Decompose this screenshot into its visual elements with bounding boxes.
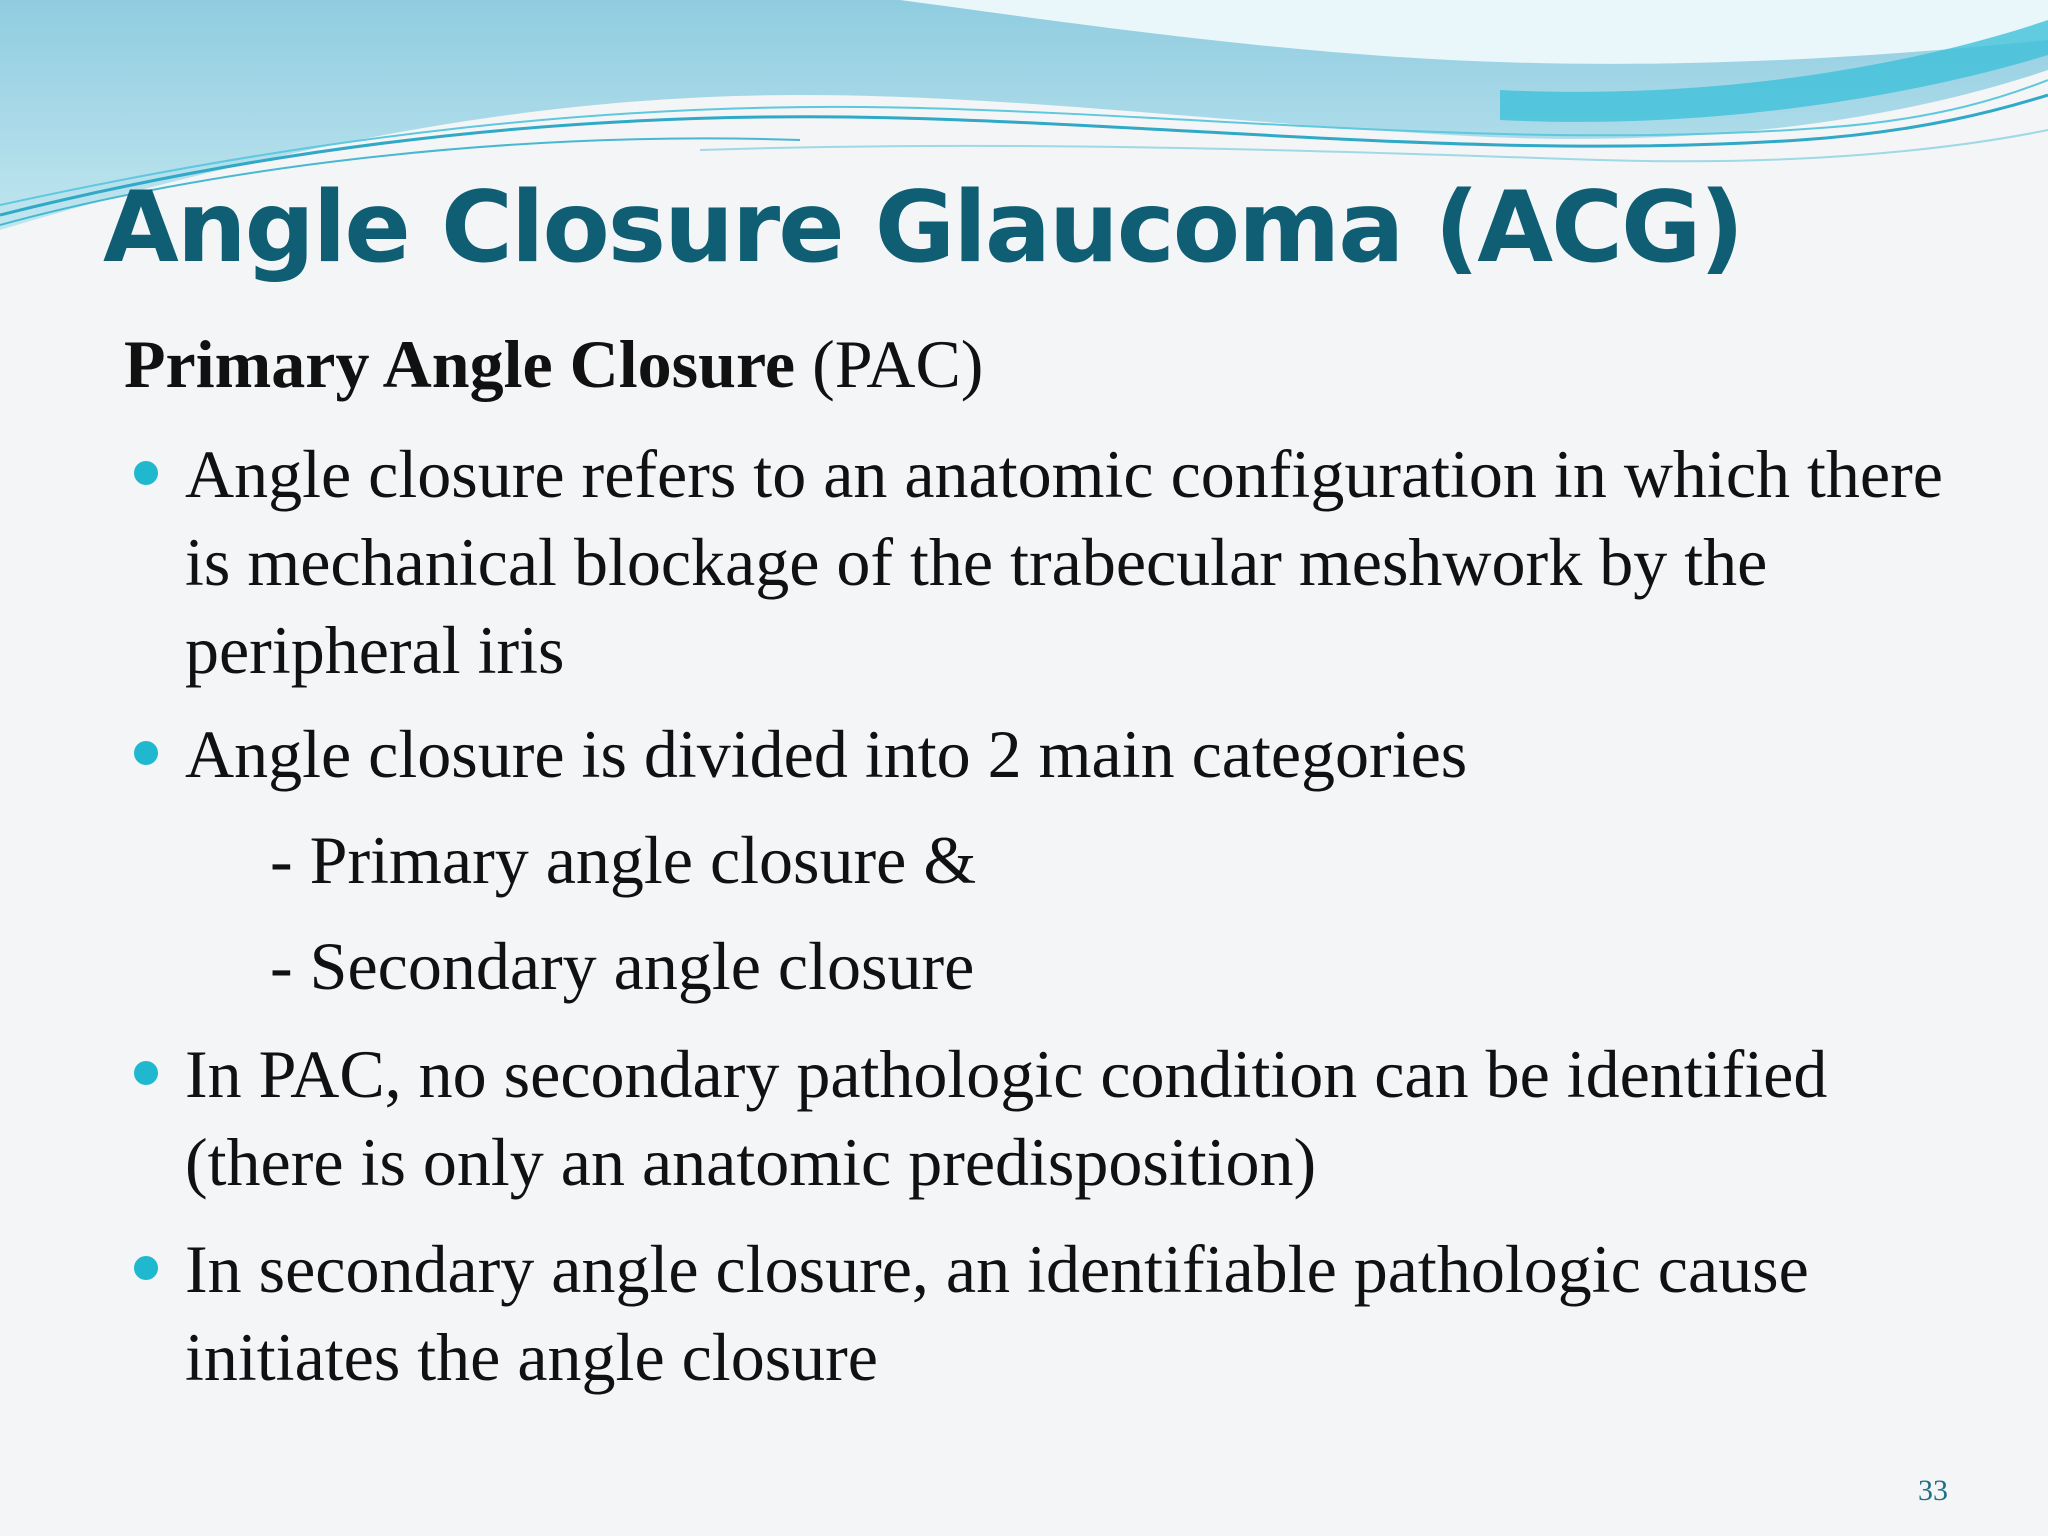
bullet-dot-icon xyxy=(134,741,158,765)
bullet-dot-icon xyxy=(134,461,158,485)
subheading-bold-text: Primary Angle Closure xyxy=(124,326,796,402)
sub-list-item: - Secondary angle closure xyxy=(270,928,975,1004)
bullet-dot-icon xyxy=(134,1256,158,1280)
bullet-item xyxy=(185,1225,1945,1401)
bullet-text: In PAC, no secondary pathologic condition can be identified (there is only an anatomic predisposition) xyxy=(185,1036,1828,1200)
bullet-item xyxy=(185,1030,1945,1206)
bullet-text: Angle closure refers to an anatomic configuration in which there is mechanical blockage of the trabecular meshwork by the peripheral iris xyxy=(185,436,1943,688)
sub-list-item: - Primary angle closure & xyxy=(270,822,977,898)
bullet-text: In secondary angle closure, an identifiable pathologic cause initiates the angle closure xyxy=(185,1231,1809,1395)
slide-title: Angle Closure Glaucoma (ACG) xyxy=(103,171,1743,285)
bullet-item xyxy=(185,430,1945,694)
bullet-dot-icon xyxy=(134,1061,158,1085)
bullet-item xyxy=(185,710,1945,798)
bullet-text: Angle closure is divided into 2 main categories xyxy=(185,716,1468,792)
slide-page-number: 33 xyxy=(1918,1474,1948,1507)
subheading-abbreviation: (PAC) xyxy=(795,326,984,402)
